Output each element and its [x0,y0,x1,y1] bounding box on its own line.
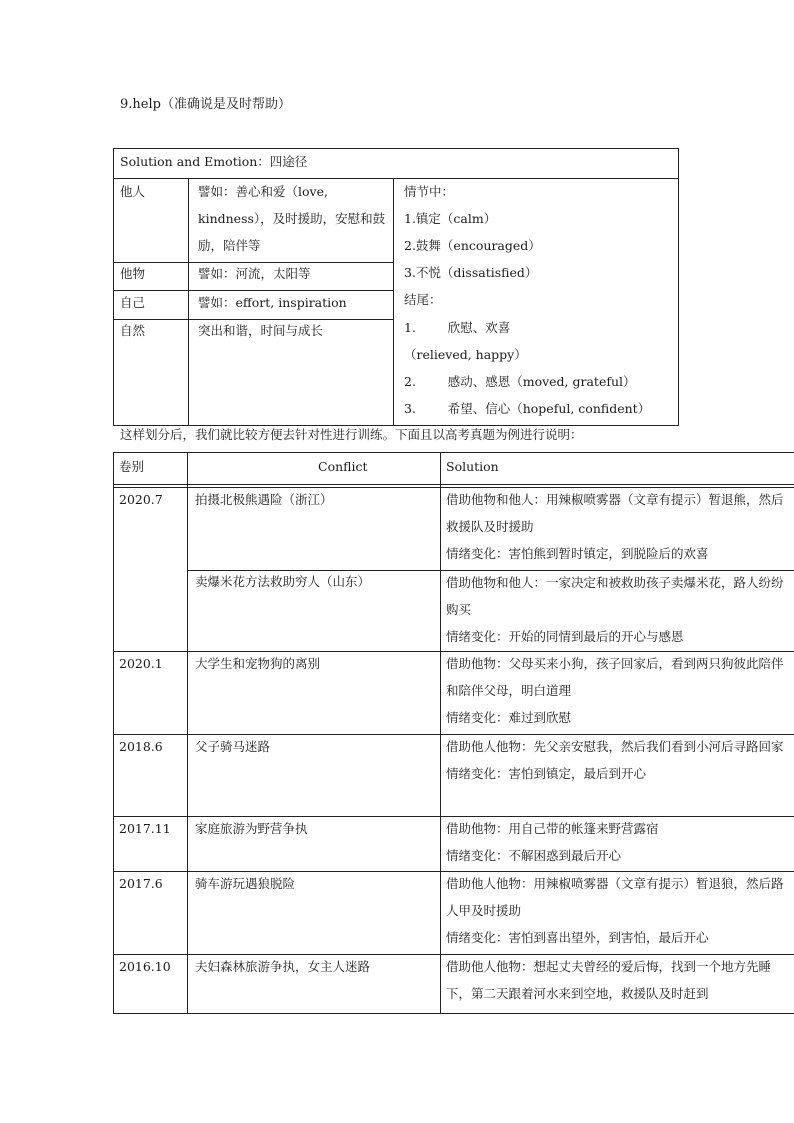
row-solution: 借助他物：父母买来小狗，孩子回家后，看到两只狗彼此陪伴和陪伴父母，明白道理 情绪变化：难过到欣慰 [446,656,784,725]
row-conflict: 大学生和宠物狗的离别 [195,656,321,671]
exam-examples-table [113,452,794,1014]
col-header-solution: Solution [446,459,499,474]
row-desc-others: 譬如：善心和爱（love, kindness），及时援助，安慰和鼓励，陪伴等 [198,184,386,253]
row-conflict: 夫妇森林旅游争执，女主人迷路 [195,959,371,974]
row-year: 2016.10 [119,959,171,974]
row-year: 2017.6 [119,876,163,891]
bridge-text: 这样划分后，我们就比较方便去针对性进行训练。下面且以高考真题为例进行说明： [120,427,583,442]
row-desc-self: 譬如：effort, inspiration [198,295,347,310]
solution-emotion-table [113,148,679,426]
emotion-line: 3. 希望、信心（hopeful, confident） [404,401,651,416]
row-year: 2020.1 [119,656,163,671]
table1-header: Solution and Emotion：四途径 [114,149,678,179]
row-solution: 借助他物和他人：用辣椒喷雾器（文章有提示）暂退熊，然后救援队及时援助 情绪变化：害怕熊到暂时镇定，到脱险后的欢喜 [446,492,784,561]
row-conflict: 家庭旅游为野营争执 [195,821,308,836]
emotion-line: （relieved, happy） [404,347,527,362]
emotion-line: 3.不悦（dissatisfied） [404,265,538,280]
row-solution: 借助他物：用自己带的帐篷来野营露宿 情绪变化：不解困惑到最后开心 [446,821,659,863]
row-conflict: 拍摄北极熊遇险（浙江） [195,492,333,507]
row-conflict: 卖爆米花方法救助穷人（山东） [195,574,371,589]
row-label-nature: 自然 [120,323,146,338]
row-conflict: 骑车游玩遇狼脱险 [195,876,296,891]
emotion-line: 结尾： [404,292,442,307]
row-solution: 借助他物和他人：一家决定和被救助孩子卖爆米花，路人纷纷购买 情绪变化：开始的同情到最后的开心与感恩 [446,575,784,644]
emotion-line: 1.镇定（calm） [404,211,497,226]
row-conflict: 父子骑马迷路 [195,739,271,754]
col-header-paper: 卷别 [119,459,145,474]
col-header-conflict: Conflict [318,459,368,474]
row-label-self: 自己 [120,295,146,310]
row-year: 2017.11 [119,821,171,836]
emotion-line: 情节中： [404,184,455,199]
emotion-line: 1. 欣慰、欢喜 [404,320,511,335]
row-year: 2020.7 [119,492,163,507]
row-solution: 借助他人他物：先父亲安慰我，然后我们看到小河后寻路回家 情绪变化：害怕到镇定，最后到开心 [446,739,784,781]
row-solution: 借助他人他物：用辣椒喷雾器（文章有提示）暂退狼，然后路人甲及时援助 情绪变化：害怕到喜出望外，到害怕，最后开心 [446,876,784,945]
row-label-others: 他人 [120,184,146,199]
emotion-line: 2.鼓舞（encouraged） [404,238,541,253]
emotion-line: 2. 感动、感恩（moved, grateful） [404,374,636,389]
row-solution: 借助他人他物：想起丈夫曾经的爱后悔，找到一个地方先睡下，第二天跟着河水来到空地，救援队及时赶到 [446,959,772,1001]
row-desc-nature: 突出和谐，时间与成长 [198,323,324,338]
row-desc-objects: 譬如：河流，太阳等 [198,266,311,281]
row-year: 2018.6 [119,739,163,754]
section-heading: 9.help（准确说是及时帮助） [120,97,291,112]
row-label-objects: 他物 [120,266,146,281]
